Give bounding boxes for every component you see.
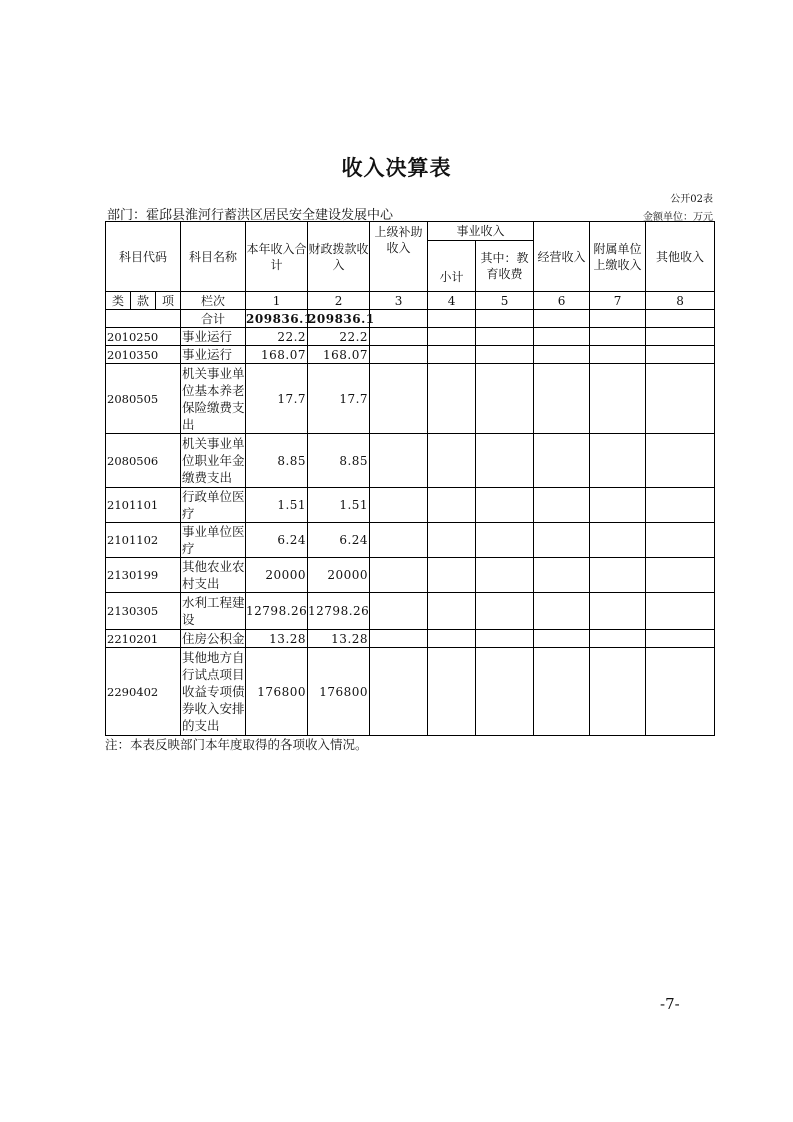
empty-cell xyxy=(646,434,715,488)
empty-cell xyxy=(534,346,590,364)
empty-cell xyxy=(370,364,428,434)
empty-cell xyxy=(646,593,715,630)
empty-cell xyxy=(534,593,590,630)
annual-income-value: 17.7 xyxy=(246,364,308,434)
empty-cell xyxy=(534,523,590,558)
subject-code: 2130305 xyxy=(106,593,181,630)
empty-cell xyxy=(476,346,534,364)
empty-cell xyxy=(534,558,590,593)
empty-cell xyxy=(590,630,646,648)
empty-cell xyxy=(646,523,715,558)
table-row xyxy=(106,630,715,648)
empty-cell xyxy=(428,593,476,630)
subject-name: 机关事业单位职业年金缴费支出 xyxy=(181,434,246,488)
header-xiang: 项 xyxy=(156,292,181,310)
empty-cell xyxy=(590,523,646,558)
column-number: 5 xyxy=(476,292,534,310)
empty-cell xyxy=(370,558,428,593)
empty-cell xyxy=(476,630,534,648)
header-lei: 类 xyxy=(106,292,131,310)
empty-cell xyxy=(476,558,534,593)
table-row xyxy=(106,434,715,488)
subject-code: 2010250 xyxy=(106,328,181,346)
table-row xyxy=(106,523,715,558)
empty-cell xyxy=(646,558,715,593)
subject-name: 其他农业农村支出 xyxy=(182,559,245,591)
empty-cell xyxy=(590,434,646,488)
empty-cell xyxy=(370,346,428,364)
department-label: 部门：霍邱县淮河行蓄洪区居民安全建设发展中心 xyxy=(107,208,394,223)
empty-cell xyxy=(590,488,646,523)
annual-income-value: 8.85 xyxy=(246,434,308,488)
empty-cell xyxy=(476,488,534,523)
header-subtotal: 小计 xyxy=(428,241,476,292)
empty-cell xyxy=(590,593,646,630)
empty-cell xyxy=(370,630,428,648)
subject-code: 2101101 xyxy=(106,488,181,523)
empty-cell xyxy=(370,434,428,488)
empty-cell xyxy=(370,488,428,523)
table-row xyxy=(106,488,715,523)
fiscal-allocation-value: 22.2 xyxy=(308,328,370,346)
empty-cell xyxy=(428,523,476,558)
annual-income-value: 12798.26 xyxy=(246,593,308,630)
header-subject-code: 科目代码 xyxy=(106,222,181,292)
annual-income-value: 22.2 xyxy=(246,328,308,346)
footnote: 注：本表反映部门本年度取得的各项收入情况。 xyxy=(105,737,368,752)
total-row xyxy=(106,310,715,328)
annual-income-value: 20000 xyxy=(246,558,308,593)
empty-cell xyxy=(534,434,590,488)
page-number: -7- xyxy=(660,995,680,1013)
empty-cell xyxy=(534,488,590,523)
empty-cell xyxy=(428,558,476,593)
subject-name: 事业运行 xyxy=(181,328,246,346)
empty-cell xyxy=(428,630,476,648)
subject-name: 水利工程建设 xyxy=(181,593,246,630)
empty-cell xyxy=(476,364,534,434)
subject-code: 2290402 xyxy=(106,648,181,736)
header-fiscal-allocation: 财政拨款收入 xyxy=(308,222,370,292)
fiscal-allocation-value: 8.85 xyxy=(308,434,370,488)
empty-cell xyxy=(428,648,476,736)
header-business-income: 事业收入 xyxy=(428,222,534,241)
table-row xyxy=(106,364,715,434)
fiscal-allocation-value: 12798.26 xyxy=(308,593,370,630)
empty-cell xyxy=(590,328,646,346)
header-operating-income: 经营收入 xyxy=(534,222,590,292)
annual-income-value: 176800 xyxy=(246,648,308,736)
empty-cell xyxy=(476,648,534,736)
subject-code: 2010350 xyxy=(106,346,181,364)
table-row xyxy=(106,558,715,593)
empty-cell xyxy=(646,346,715,364)
header-lanci: 栏次 xyxy=(181,292,246,310)
empty-cell xyxy=(476,434,534,488)
total-fiscal-allocation: 209836.1 xyxy=(308,311,375,326)
subject-name: 其他地方自行试点项目收益专项债券收入安排的支出 xyxy=(181,648,246,736)
empty-cell xyxy=(476,523,534,558)
empty-cell xyxy=(590,558,646,593)
subject-code: 2080506 xyxy=(106,434,181,488)
header-affiliated-income: 附属单位上缴收入 xyxy=(590,222,646,292)
empty-cell xyxy=(534,364,590,434)
column-number: 4 xyxy=(428,292,476,310)
fiscal-allocation-value: 176800 xyxy=(308,648,370,736)
subject-name: 行政单位医疗 xyxy=(182,489,245,521)
page-title: 收入决算表 xyxy=(341,156,452,180)
subject-name: 住房公积金 xyxy=(182,631,245,646)
empty-cell xyxy=(476,593,534,630)
empty-cell xyxy=(428,328,476,346)
subject-code: 2130199 xyxy=(106,558,181,593)
empty-cell xyxy=(370,648,428,736)
column-number: 6 xyxy=(534,292,590,310)
empty-cell xyxy=(428,364,476,434)
fiscal-allocation-value: 168.07 xyxy=(308,346,370,364)
empty-cell xyxy=(476,328,534,346)
empty-cell xyxy=(590,346,646,364)
column-number: 7 xyxy=(590,292,646,310)
column-number: 3 xyxy=(370,292,428,310)
column-number: 8 xyxy=(646,292,715,310)
annual-income-value: 168.07 xyxy=(246,346,308,364)
subject-code: 2210201 xyxy=(106,630,181,648)
fiscal-allocation-value: 6.24 xyxy=(308,523,370,558)
empty-cell xyxy=(428,434,476,488)
form-number: 公开02表 xyxy=(670,194,713,205)
empty-cell xyxy=(646,488,715,523)
total-annual-income: 209836.1 xyxy=(246,311,313,326)
header-of-which-education: 其中：教育收费 xyxy=(476,241,534,292)
column-number: 1 xyxy=(246,292,308,310)
empty-cell xyxy=(534,630,590,648)
empty-cell xyxy=(428,488,476,523)
subject-name: 机关事业单位基本养老保险缴费支出 xyxy=(182,365,245,432)
annual-income-value: 6.24 xyxy=(246,523,308,558)
header-subject-name: 科目名称 xyxy=(181,222,246,292)
empty-cell xyxy=(590,648,646,736)
header-other-income: 其他收入 xyxy=(646,222,715,292)
empty-cell xyxy=(428,346,476,364)
header-annual-income: 本年收入合计 xyxy=(246,222,308,292)
empty-cell xyxy=(534,648,590,736)
empty-cell xyxy=(534,328,590,346)
total-label: 合计 xyxy=(181,310,246,328)
annual-income-value: 1.51 xyxy=(246,488,308,523)
fiscal-allocation-value: 20000 xyxy=(308,558,370,593)
empty-cell xyxy=(370,593,428,630)
fiscal-allocation-value: 13.28 xyxy=(308,630,370,648)
fiscal-allocation-value: 1.51 xyxy=(308,488,370,523)
fiscal-allocation-value: 17.7 xyxy=(308,364,370,434)
table-row xyxy=(106,328,715,346)
empty-cell xyxy=(590,364,646,434)
empty-cell xyxy=(646,630,715,648)
header-kuan: 款 xyxy=(131,292,156,310)
income-table xyxy=(105,221,715,736)
amount-unit: 金额单位：万元 xyxy=(643,212,713,223)
subject-code: 2101102 xyxy=(106,523,181,558)
table-row xyxy=(106,346,715,364)
empty-cell xyxy=(370,523,428,558)
table-row xyxy=(106,593,715,630)
subject-name: 事业运行 xyxy=(181,346,246,364)
subject-name: 事业单位医疗 xyxy=(182,524,245,556)
table-row xyxy=(106,648,715,736)
empty-cell xyxy=(646,364,715,434)
annual-income-value: 13.28 xyxy=(246,630,308,648)
empty-cell xyxy=(646,648,715,736)
empty-cell xyxy=(370,328,428,346)
column-number: 2 xyxy=(308,292,370,310)
header-superior-subsidy: 上级补助收入 xyxy=(370,222,428,292)
empty-cell xyxy=(646,328,715,346)
subject-code: 2080505 xyxy=(106,364,181,434)
